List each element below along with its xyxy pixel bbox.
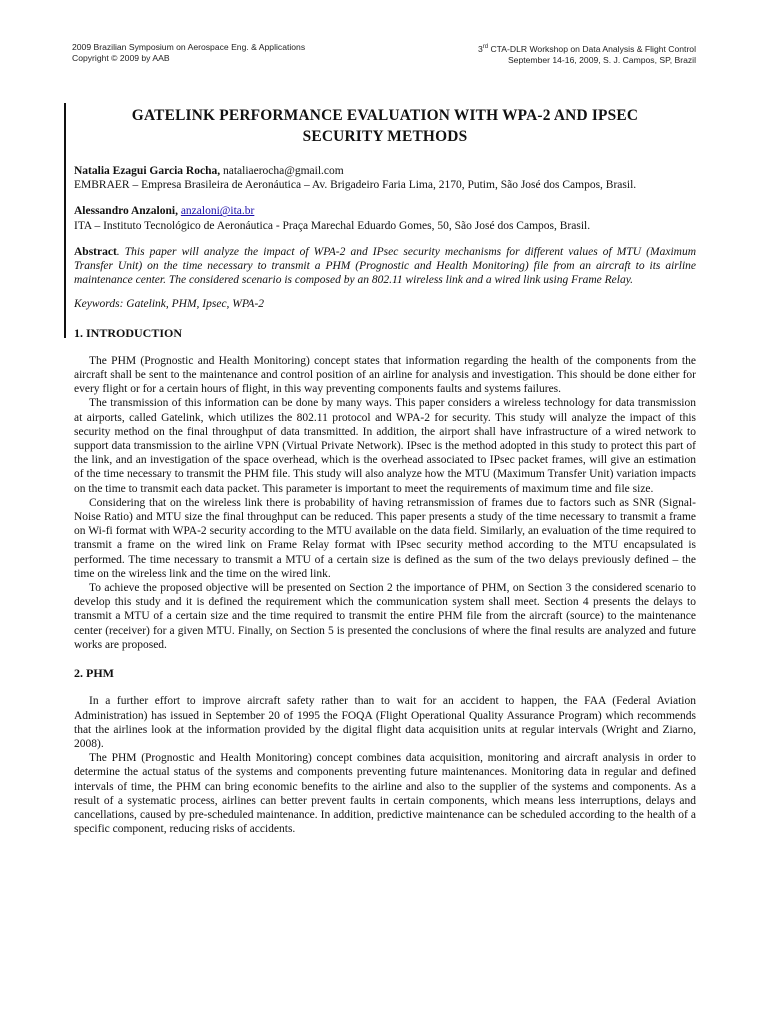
abstract-lead: Abstract	[74, 245, 117, 258]
header-left	[72, 42, 305, 64]
author-2	[74, 204, 696, 232]
paragraph: The transmission of this information can be done by many ways. This paper considers a wireless technology for data transmission at airports, called Gatelink, which utilizes the 802.11 protocol and WPA-2 for security. This study will analyze the impact of this security method on the final throughput of data transmitted. In addition, the airport shall have infrastructure of a wired network to support data transmission to the airline VPN (Virtual Private Network). IPsec is the method adopted in this study to protect this part of the link, and an investigation of the space overhead, which is the overhead associated to IPsec packet frames, will give an estimation of the time necessary to transmit the PHM file. This study will also analyze how the MTU (Maximum Transfer Unit) variation impacts on the time to transmit each data packet. This parameter is important to meet the requirements of maximum time and file size.	[74, 397, 696, 495]
paper-body	[74, 106, 696, 836]
author-affiliation: EMBRAER – Empresa Brasileira de Aeronáutica – Av. Brigadeiro Faria Lima, 2170, Putim, São José dos Campos, Brasil.	[74, 179, 637, 192]
paragraph: The PHM (Prognostic and Health Monitoring) concept states that information regarding the health of the components from the aircraft shall be sent to the maintenance and control position of an airline for analysis and investigation. This should be done either for every flight or for a certain hours of flight, in this way preventing components faults and systems failures.	[74, 354, 696, 396]
author-name: Natalia Ezagui Garcia Rocha,	[74, 165, 221, 177]
author-name: Alessandro Anzaloni,	[74, 205, 178, 218]
left-margin-rule	[64, 103, 66, 338]
author-1	[74, 164, 696, 192]
author-email: nataliaerocha@gmail.com	[222, 165, 344, 177]
paragraph: The PHM (Prognostic and Health Monitoring) concept combines data acquisition, monitoring and aircraft analysis in order to determine the actual status of the systems and components preventing future maintenances. Monitoring data in regular and defined intervals of time, the PHM can bring economic benefits to the airline and also to the supplier of the systems and components. As a result of a systematic process, airlines can better prevent faults in certain components, which means less interruptions, delays and cancellations, caused by pre-scheduled maintenance. In addition, predictive maintenance can be scheduled according to the health of a specific component, reducing risks of accidents.	[74, 752, 696, 836]
copyright-line: Copyright © 2009 by AAB	[72, 53, 170, 63]
section-heading-phm: 2. PHM	[74, 666, 114, 681]
abstract	[74, 245, 696, 288]
workshop-date: September 14-16, 2009, S. J. Campos, SP, Brazil	[507, 54, 696, 65]
paragraph: Considering that on the wireless link there is probability of having retransmission of frames due to factors such as SNR (Signal-Noise Ratio) and MTU size the final throughput can be reduced. This paper presents a study of the time necessary to transmit a frame on Wi-fi format with WPA-2 security according to the MTU available on the data field. Similarly, an evaluation of the time required to transmit a frame on the wired link on Frame Relay format with IPsec security method according to the MTU encapsulated is performed. The time necessary to transmit a MTU of a certain size is defined as the sum of the two delays previously defined – the time on the wireless link and the time on the wired link.	[74, 496, 696, 580]
conference-name: 2009 Brazilian Symposium on Aerospace Eng. & Applications	[72, 42, 306, 52]
header-right	[478, 42, 696, 66]
keywords: Keywords: Gatelink, PHM, Ipsec, WPA-2	[74, 298, 265, 311]
workshop-name: 3rd CTA-DLR Workshop on Data Analysis & Flight Control	[477, 43, 696, 54]
section-heading-introduction: 1. INTRODUCTION	[74, 325, 183, 340]
paper-title: GATELINK PERFORMANCE EVALUATION WITH WPA-2 AND IPSEC SECURITY METHODS	[131, 107, 639, 145]
abstract-text: . This paper will analyze the impact of WPA-2 and IPsec security mechanisms for different values of MTU (Maximum Transfer Unit) on the time necessary to transmit a PHM (Prognostic and Health Monitoring) file from an aircraft to its airline maintenance center. The considered scenario is composed by an 802.11 wireless link and a wired link using Frame Relay.	[74, 245, 696, 287]
paragraph: In a further effort to improve aircraft safety rather than to wait for an accident to happen, the FAA (Federal Aviation Administration) has issued in September 20 of 1995 the FOQA (Flight Operational Quality Assurance Program) which recommends that the airlines look at the information provided by the digital flight data acquisition units at regular intervals (Wright and Ziarno, 2008).	[74, 695, 696, 750]
author-email-link[interactable]: anzaloni@ita.br	[180, 205, 255, 218]
author-affiliation: ITA – Instituto Tecnológico de Aeronáutica - Praça Marechal Eduardo Gomes, 50, São José dos Campos, Brasil.	[74, 219, 591, 232]
paragraph: To achieve the proposed objective will be presented on Section 2 the importance of PHM, on Section 3 the considered scenario to develop this study and it is defined the requirement which the communication system shall meet. Section 4 presents the delays to transmit a MTU of a certain size and the time required to transmit the entire PHM file from the aircraft (source) to the maintenance center (receiver) for a given MTU. Finally, on Section 5 is presented the conclusions of where the final results are analyzed and future works are proposed.	[74, 582, 696, 651]
